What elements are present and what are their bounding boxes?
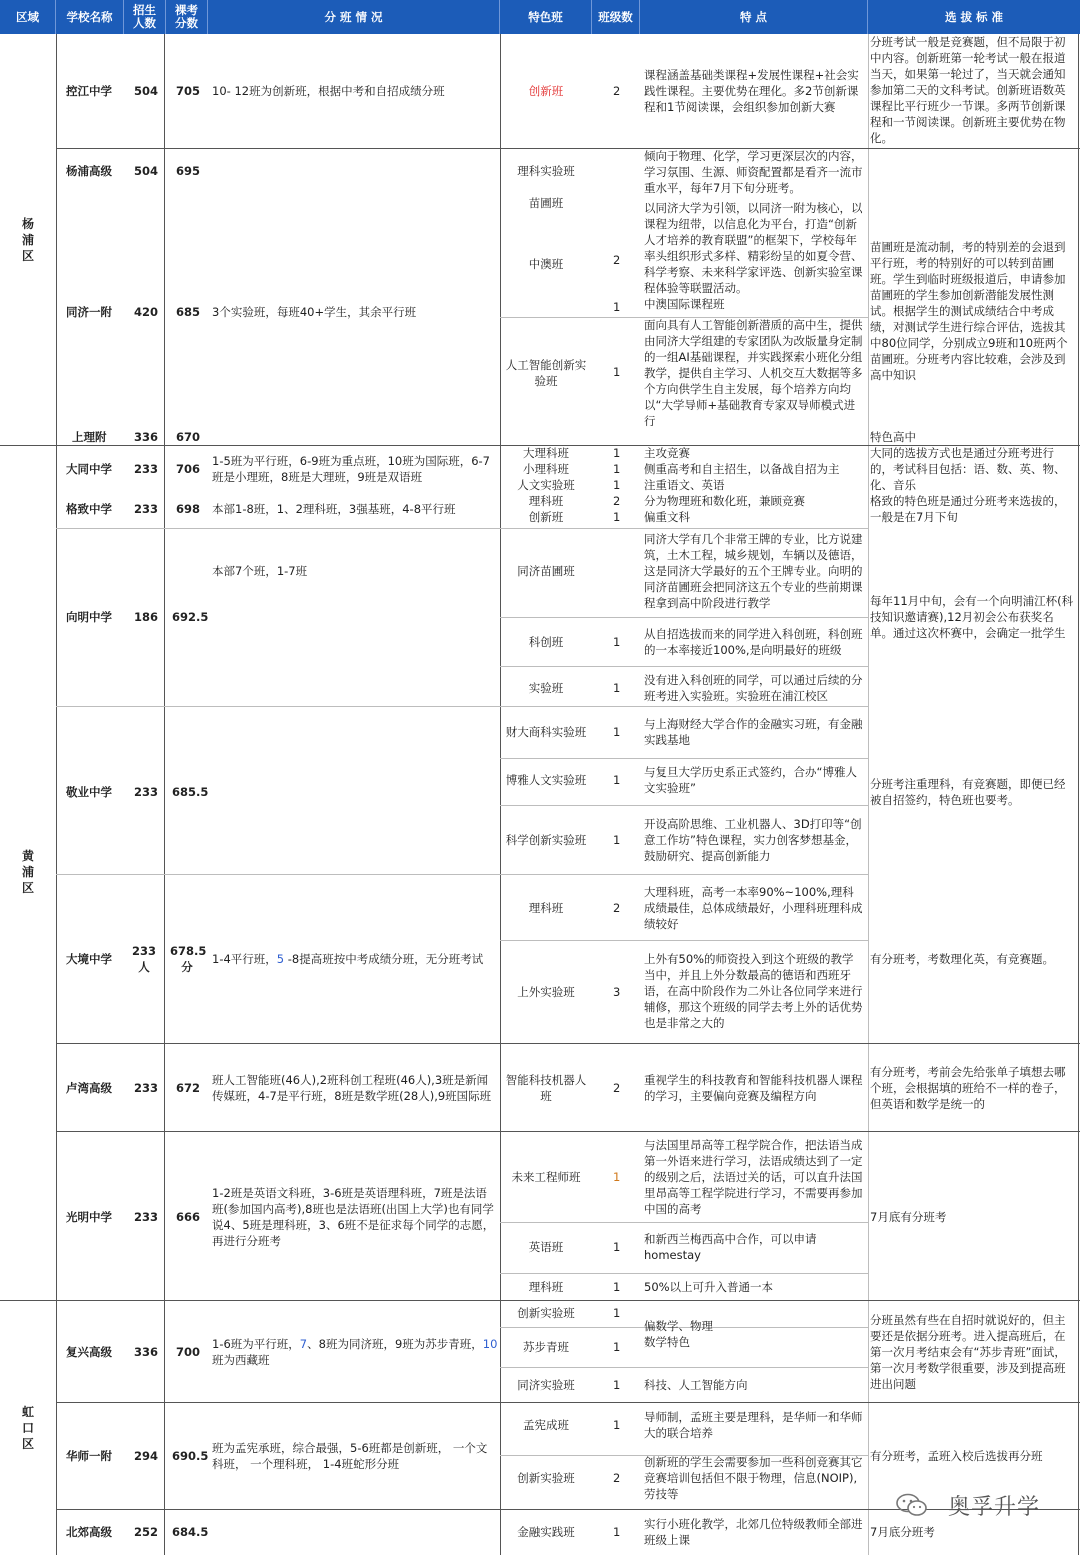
criteria-text: 大同的选拔方式也是通过分班考进行的，考试科目包括：语、数、英、物、化、音乐 (870, 446, 1066, 492)
class-split-info: 班人工智能班(46人),2班科创工程班(46人),3班是新闻传媒班，4-7是平行班，8班是数学班(28人),9班国际班 (212, 1073, 492, 1103)
class-count: 1 (613, 1525, 621, 1539)
class-count: 1 (613, 773, 621, 787)
class-feature: 分为物理班和数化班，兼顾竞赛 (644, 494, 805, 508)
class-name: 苏步青班 (523, 1340, 569, 1354)
class-split-info-part: 、8班为同济班，9班为苏步青班， (307, 1337, 483, 1351)
class-name: 未来工程师班 (511, 1170, 581, 1184)
district-huangpu: 黄 浦 区 (21, 849, 34, 895)
class-split-info (212, 1336, 500, 1368)
school-name: 光明中学 (66, 1210, 112, 1224)
criteria-text: 特色高中 (870, 430, 916, 444)
class-feature: 主攻竞赛 (644, 446, 690, 460)
class-name: 创新班 (528, 84, 564, 98)
class-feature: 倾向于物理、化学，学习更深层次的内容，学习氛围、生源、师资配置都是看齐一流市重水平，每年7月下旬分班考。 (644, 149, 863, 195)
criteria-text: 分班考试一般是竞赛题，但不局限于初中内容。创新班第一轮考试一般在报道当天，如果第一轮过了，当天就会通知参加第二天的文科考试。创新班语数英课程比平行班少一节课。多两节创新课程和一节阅读课。创新班主要优势在物化。 (870, 35, 1066, 145)
enroll-count: 233 人 (131, 944, 156, 974)
class-count: 1 (613, 1240, 621, 1254)
class-count: 1 (613, 478, 621, 492)
class-name: 创新实验班 (517, 1306, 575, 1320)
class-feature: 开设高阶思维、工业机器人、3D打印等“创意工作坊”特色课程，实力创客梦想基金，鼓励研究、提高创新能力 (644, 817, 862, 863)
class-feature: 科技、人工智能方向 (644, 1378, 748, 1392)
class-count: 1 (613, 1170, 621, 1184)
class-feature: 从自招选拔而来的同学进入科创班，科创班的一本率接近100%,是向明最好的班级 (644, 627, 863, 657)
exam-score: 666 (176, 1210, 201, 1224)
class-name: 人工智能创新实验班 (505, 358, 587, 388)
header-criteria: 选 拔 标 准 (944, 9, 1003, 24)
wechat-icon (895, 1493, 929, 1517)
school-name: 北郊高级 (66, 1525, 112, 1539)
class-split-info: 班为孟宪承班，综合最强，5-6班都是创新班， 一个文科班， 一个理科班， 1-4班蛇形分班 (212, 1441, 488, 1471)
class-feature: 侧重高考和自主招生，以备战自招为主 (644, 462, 840, 476)
table-header (0, 0, 1080, 34)
class-name: 理科实验班 (517, 164, 575, 178)
class-name: 苗圃班 (528, 196, 564, 210)
school-name: 华师一附 (66, 1449, 112, 1463)
class-count: 2 (613, 253, 621, 267)
criteria-text: 7月底分班考 (870, 1525, 935, 1539)
enroll-count: 233 (134, 785, 159, 799)
enroll-count: 252 (134, 1525, 159, 1539)
class-split-info-part: -8提高班按中考成绩分班，无分班考试 (284, 952, 484, 966)
enroll-count: 336 (134, 1345, 159, 1359)
exam-score: 685.5 (172, 785, 209, 799)
exam-score: 700 (176, 1345, 201, 1359)
class-feature: 和新西兰梅西高中合作，可以申请homestay (644, 1232, 817, 1262)
class-name: 理科班 (528, 1280, 564, 1294)
school-name: 敬业中学 (66, 785, 112, 799)
class-count: 1 (613, 462, 621, 476)
class-name: 理科班 (528, 494, 564, 508)
enroll-count: 504 (134, 164, 159, 178)
class-feature: 以同济大学为引领，以同济一附为核心，以课程为纽带，以信息化为平台，打造“创新人才培养的教育联盟”的框架下，学校每年率头组织形式多样、精彩纷呈的如夏令营、科学考察、未来科学家评选、创新实验室课程体验等联盟活动。 (644, 201, 863, 295)
class-name: 中澳班 (528, 257, 564, 271)
exam-score: 678.5 分 (170, 944, 207, 974)
criteria-text: 有分班考，考数理化英，有竞赛题。 (870, 952, 1054, 966)
class-split-info-part: 1-6班为平行班， (212, 1337, 300, 1351)
class-feature: 重视学生的科技教育和智能科技机器人课程的学习，主要偏向竞赛及编程方向 (644, 1073, 863, 1103)
school-name: 控江中学 (66, 84, 112, 98)
class-split-info: 本部1-8班，1、2理科班，3强基班，4-8平行班 (212, 502, 456, 516)
enroll-count: 504 (134, 84, 159, 98)
class-name: 科学创新实验班 (505, 833, 587, 847)
class-split-info: 1-2班是英语文科班，3-6班是英语理科班，7班是法语班(参加国内高考),8班也是法语班(出国上大学)也有同学说4、5班是理科班，3、6班不是征求每个同学的志愿，再进行分班考 (212, 1186, 495, 1248)
class-split-info-part: 班为西藏班 (212, 1353, 270, 1367)
class-count: 1 (613, 725, 621, 739)
enroll-count: 233 (134, 1081, 159, 1095)
exam-score: 692.5 (172, 610, 209, 624)
class-count: 1 (613, 446, 621, 460)
exam-score: 684.5 (172, 1525, 209, 1539)
class-feature: 与上海财经大学合作的金融实习班，有金融实践基地 (644, 717, 863, 747)
class-name: 上外实验班 (517, 985, 575, 999)
exam-score: 705 (176, 84, 201, 98)
class-count: 1 (613, 833, 621, 847)
criteria-text: 格致的特色班是通过分班考来选拔的，一般是在7月下旬 (870, 494, 1066, 524)
class-feature: 导师制，孟班主要是理科，是华师一和华师大的联合培养 (644, 1410, 863, 1440)
class-name: 小理科班 (523, 462, 569, 476)
class-name: 博雅人文实验班 (505, 773, 587, 787)
class-name: 理科班 (528, 901, 564, 915)
criteria-text: 每年11月中旬，会有一个向明浦江杯(科技知识邀请赛),12月初会公布获奖名单。通过这次杯赛中，会确定一批学生 (870, 594, 1074, 640)
enroll-count: 186 (134, 610, 159, 624)
class-feature: 偏数学、物理 数学特色 (644, 1319, 713, 1349)
header-enroll: 招生 人数 (124, 0, 166, 34)
class-feature: 50%以上可升入普通一本 (644, 1280, 774, 1294)
class-split-info: 本部7个班，1-7班 (212, 564, 308, 578)
class-split-info: 3个实验班，每班40+学生，其余平行班 (212, 305, 417, 319)
class-split-info-highlight: 7 (299, 1337, 308, 1351)
class-name: 同济实验班 (517, 1378, 575, 1392)
exam-score: 698 (176, 502, 201, 516)
header-district: 区域 (0, 0, 56, 34)
watermark-text: 奥孚升学 (947, 1495, 1040, 1520)
class-count: 1 (613, 681, 621, 695)
class-feature: 没有进入科创班的同学，可以通过后续的分班考进入实验班。实验班在浦江校区 (644, 673, 863, 703)
class-name: 科创班 (528, 635, 564, 649)
class-name: 金融实践班 (517, 1525, 575, 1539)
class-split-info-highlight: 5 (276, 952, 285, 966)
class-split-info-highlight: 10 (482, 1337, 498, 1351)
class-feature: 与法国里昂高等工程学院合作，把法语当成第一外语来进行学习，法语成绩达到了一定的级别之后，法语过关的话，可以直升法国里昂高等工程学院进行学习，不需要再参加中国的高考 (644, 1138, 863, 1216)
school-name: 杨浦高级 (66, 164, 112, 178)
class-count: 1 (613, 635, 621, 649)
criteria-text: 苗圃班是流动制，考的特别差的会退到平行班，考的特别好的可以转到苗圃班。学生到临时班级报道后，申请参加苗圃班的学生参加创新潜能发展性测试。根据学生的测试成绩结合中考成绩，对测试学生进行综合评估，选拔其中80位同学，分别成立9班和10班两个苗圃班。分班考内容比较难，会涉及到高中知识 (870, 240, 1068, 382)
class-split-info: 10- 12班为创新班，根据中考和自招成绩分班 (212, 84, 445, 98)
class-count: 1 (613, 1280, 621, 1294)
criteria-text: 7月底有分班考 (870, 1210, 947, 1224)
class-name: 孟宪成班 (523, 1418, 569, 1432)
class-name: 大理科班 (523, 446, 569, 460)
header-score: 裸考 分数 (166, 0, 208, 34)
class-split-info-part: 1-4平行班， (212, 952, 277, 966)
school-name: 同济一附 (66, 305, 112, 319)
school-name: 大境中学 (66, 952, 112, 966)
school-name: 向明中学 (66, 610, 112, 624)
school-name: 卢湾高级 (66, 1081, 112, 1095)
class-count: 1 (613, 300, 621, 314)
class-feature: 实行小班化教学，北郊几位特级教师全部进班级上课 (644, 1517, 863, 1547)
criteria-text: 分班虽然有些在自招时就说好的，但主要还是依据分班考。进入提高班后，在第一次月考结束会有“苏步青班”面试，第一次月考数学很重要，涉及到提高班进出问题 (870, 1313, 1066, 1391)
class-count: 1 (613, 1378, 621, 1392)
exam-score: 690.5 (172, 1449, 209, 1463)
class-feature: 创新班的学生会需要参加一些科创竞赛其它竞赛培训包括但不限于物理，信息(NOIP),劳技等 (644, 1455, 863, 1501)
class-feature: 注重语文、英语 (644, 478, 725, 492)
criteria-text: 分班考注重理科，有竞赛题，即便已经被自招签约，特色班也要考。 (870, 777, 1066, 807)
enroll-count: 233 (134, 502, 159, 516)
class-count: 1 (613, 1306, 621, 1320)
class-feature: 面向具有人工智能创新潜质的高中生，提供由同济大学组建的专家团队为改版量身定制的一组AI基础课程，并实践探索小班化分组教学，提供自主学习、人机交互大数据等多个方向供学生自主发展，每个培养方向均以“大学导师+基础教育专家双导师模式进行 (644, 318, 863, 428)
class-count: 1 (613, 365, 621, 379)
class-feature: 课程涵盖基础类课程+发展性课程+社会实践性课程。主要优势在理化。多2节创新课程和1节阅读课，会组织参加创新大赛 (644, 68, 859, 114)
school-name: 复兴高级 (66, 1345, 112, 1359)
header-split: 分 班 情 况 (208, 0, 500, 34)
class-name: 实验班 (528, 681, 564, 695)
class-name: 创新班 (528, 510, 564, 524)
exam-score: 685 (176, 305, 201, 319)
enroll-count: 336 (134, 430, 159, 444)
exam-score: 670 (176, 430, 201, 444)
district-hongkou: 虹 口 区 (21, 1405, 34, 1451)
class-name: 人文实验班 (517, 478, 575, 492)
criteria-text: 有分班考，考前会先给张单子填想去哪个班，会根据填的班给不一样的卷子，但英语和数学是统一的 (870, 1065, 1066, 1111)
class-count: 2 (613, 494, 621, 508)
class-count: 3 (613, 985, 621, 999)
district-yangpu: 杨 浦 区 (21, 217, 34, 263)
class-feature: 上外有50%的师资投入到这个班级的教学当中，并且上外分数最高的德语和西班牙语，在高中阶段作为二外让各位同学来进行辅修，那这个班级的同学去考上外的话优势也是非常之大的 (644, 952, 863, 1030)
header-school: 学校名称 (56, 0, 124, 34)
enroll-count: 233 (134, 462, 159, 476)
header-count: 班级数 (592, 0, 640, 34)
criteria-text: 有分班考，孟班入校后选拔再分班 (870, 1449, 1043, 1463)
enroll-count: 233 (134, 1210, 159, 1224)
class-name: 智能科技机器人班 (505, 1073, 587, 1103)
class-split-info: 1-5班为平行班，6-9班为重点班，10班为国际班，6-7班是小理班，8班是大理班，9班是双语班 (212, 454, 490, 484)
class-feature: 中澳国际课程班 (644, 297, 725, 311)
class-name: 创新实验班 (517, 1471, 575, 1485)
class-count: 1 (613, 1418, 621, 1432)
class-feature: 同济大学有几个非常王牌的专业，比方说建筑，土木工程，城乡规划，车辆以及德语，这是同济大学最好的五个王牌专业。向明的同济苗圃班会把同济这五个专业的些前期课程拿到高中阶段进行教学 (644, 532, 863, 610)
class-count: 2 (613, 1081, 621, 1095)
exam-score: 695 (176, 164, 201, 178)
class-feature: 偏重文科 (644, 510, 690, 524)
class-count: 1 (613, 510, 621, 524)
class-name: 财大商科实验班 (505, 725, 587, 739)
school-name: 上理附 (72, 430, 107, 444)
class-name: 英语班 (528, 1240, 564, 1254)
enroll-count: 420 (134, 305, 159, 319)
class-feature: 大理科班，高考一本率90%~100%,理科成绩最佳，总体成绩最好，小理科班理科成绩较好 (644, 885, 863, 931)
class-name: 同济苗圃班 (517, 564, 575, 578)
class-count: 2 (613, 1471, 621, 1485)
enroll-count: 294 (134, 1449, 159, 1463)
school-name: 格致中学 (66, 502, 112, 516)
exam-score: 672 (176, 1081, 201, 1095)
exam-score: 706 (176, 462, 201, 476)
class-feature: 与复旦大学历史系正式签约，合办“博雅人文实验班” (644, 765, 857, 795)
class-count: 2 (613, 84, 621, 98)
class-split-info (212, 951, 483, 967)
school-name: 大同中学 (66, 462, 112, 476)
class-count: 1 (613, 1340, 621, 1354)
header-special: 特色班 (500, 0, 592, 34)
class-count: 2 (613, 901, 621, 915)
header-feature: 特 点 (640, 0, 868, 34)
